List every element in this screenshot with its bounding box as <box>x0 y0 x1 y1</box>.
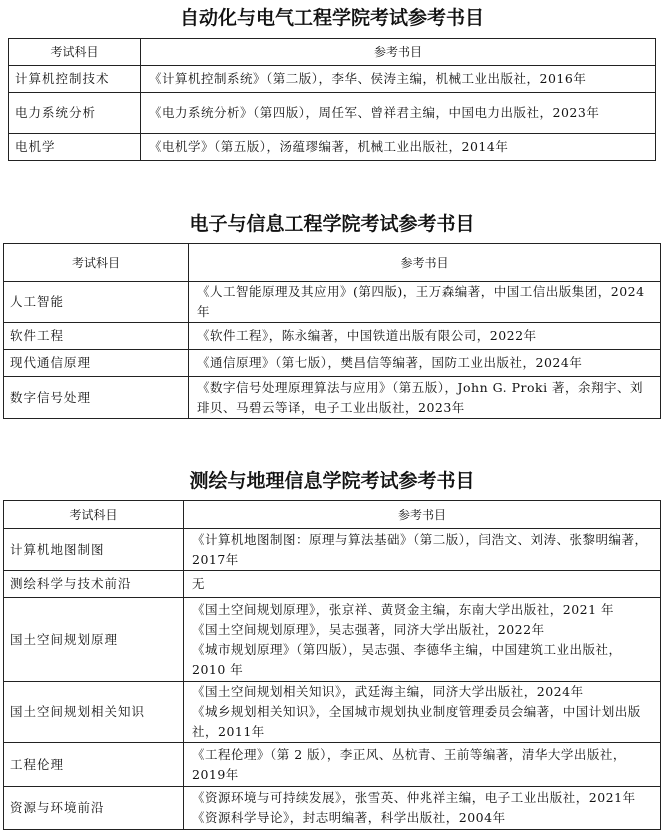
references-cell <box>189 350 661 377</box>
table-row <box>9 134 656 161</box>
references-cell <box>184 529 661 571</box>
subject-cell: 软件工程 <box>4 323 189 350</box>
reference-entry: 《数字信号处理原理算法与应用》（第五版），John G. Proki 著，余翔宇、刘琲贝、马碧云等译，电子工业出版社，2023年 <box>197 379 644 415</box>
subject-cell: 资源与环境前沿 <box>4 787 184 830</box>
reference-entry: 《工程伦理》（第 2 版），李正风、丛杭青、王前等编著，清华大学出版社，2019年 <box>192 746 626 782</box>
subject-cell: 测绘科学与技术前沿 <box>4 571 184 598</box>
references-cell <box>189 323 661 350</box>
reference-entry: 《通信原理》（第七版），樊昌信等编著，国防工业出版社，2024年 <box>197 355 583 370</box>
reference-table <box>3 243 661 419</box>
references-cell <box>189 282 661 323</box>
reference-entry: 《计算机控制系统》（第二版），李华、侯涛主编，机械工业出版社，2016年 <box>149 71 587 86</box>
reference-entry: 《电机学》（第五版），汤蕴璆编著，机械工业出版社，2014年 <box>149 139 509 154</box>
references-cell <box>141 66 656 93</box>
table-row <box>9 66 656 93</box>
table-header-row <box>9 39 656 66</box>
reference-entry: 《人工智能原理及其应用》(第四版)，王万森编著，中国工信出版集团，2024年 <box>197 284 645 319</box>
table-row <box>4 323 661 350</box>
subject-cell: 电机学 <box>9 134 141 161</box>
subject-cell: 计算机地图制图 <box>4 529 184 571</box>
subject-cell: 人工智能 <box>4 282 189 323</box>
reference-entry: 《国土空间规划相关知识》，武廷海主编，同济大学出版社，2024年 <box>192 684 584 699</box>
reference-entry: 《国土空间规划原理》，张京祥、黄贤金主编，东南大学出版社，2021 年 <box>192 601 615 617</box>
references-cell <box>184 571 661 598</box>
reference-entry: 《软件工程》，陈永编著，中国铁道出版有限公司，2022年 <box>197 328 537 343</box>
table-row <box>4 598 661 682</box>
table-header-row <box>4 244 661 282</box>
header-subject: 考试科目 <box>9 39 141 66</box>
references-cell <box>184 743 661 787</box>
table-row <box>9 93 656 134</box>
references-cell <box>141 134 656 161</box>
table-header-row <box>4 501 661 529</box>
reference-entry: 《资源科学导论》，封志明编著，科学出版社，2004年 <box>192 810 506 825</box>
header-references: 参考书目 <box>184 501 661 529</box>
references-cell <box>184 787 661 830</box>
table-row <box>4 682 661 743</box>
subject-cell: 现代通信原理 <box>4 350 189 377</box>
header-subject: 考试科目 <box>4 244 189 282</box>
table-row <box>4 282 661 323</box>
references-cell <box>184 682 661 743</box>
reference-entry: 《计算机地图制图：原理与算法基础》（第二版），闫浩文、刘涛、张黎明编著，2017年 <box>192 531 648 567</box>
table-row <box>4 350 661 377</box>
reference-table <box>3 500 661 830</box>
section-title: 电子与信息工程学院考试参考书目 <box>189 213 475 235</box>
subject-cell: 工程伦理 <box>4 743 184 787</box>
subject-cell: 国土空间规划相关知识 <box>4 682 184 743</box>
reference-entry: 《城市规划原理》（第四版），吴志强、李德华主编，中国建筑工业出版社，2010 年 <box>192 641 622 677</box>
subject-cell: 数字信号处理 <box>4 377 189 419</box>
section-title: 自动化与电气工程学院考试参考书目 <box>179 7 484 29</box>
reference-table <box>8 38 656 161</box>
section-title: 测绘与地理信息学院考试参考书目 <box>189 470 475 492</box>
header-references: 参考书目 <box>141 39 656 66</box>
table-row <box>4 377 661 419</box>
table-row <box>4 529 661 571</box>
references-cell <box>184 598 661 682</box>
subject-cell: 电力系统分析 <box>9 93 141 134</box>
header-subject: 考试科目 <box>4 501 184 529</box>
reference-entry: 无 <box>192 576 206 591</box>
reference-entry: 《资源环境与可持续发展》，张雪英、仲兆祥主编，电子工业出版社，2021年 <box>192 790 636 805</box>
header-references: 参考书目 <box>189 244 661 282</box>
reference-entry: 《电力系统分析》（第四版），周任军、曾祥君主编，中国电力出版社，2023年 <box>149 105 600 120</box>
references-cell <box>141 93 656 134</box>
reference-entry: 《国土空间规划原理》，吴志强著，同济大学出版社，2022年 <box>192 621 545 637</box>
subject-cell: 国土空间规划原理 <box>4 598 184 682</box>
reference-entry: 《城乡规划相关知识》，全国城市规划执业制度管理委员会编著，中国计划出版社，2011年 <box>192 704 641 739</box>
table-row <box>4 743 661 787</box>
table-row <box>4 787 661 830</box>
table-row <box>4 571 661 598</box>
subject-cell: 计算机控制技术 <box>9 66 141 93</box>
references-cell <box>189 377 661 419</box>
